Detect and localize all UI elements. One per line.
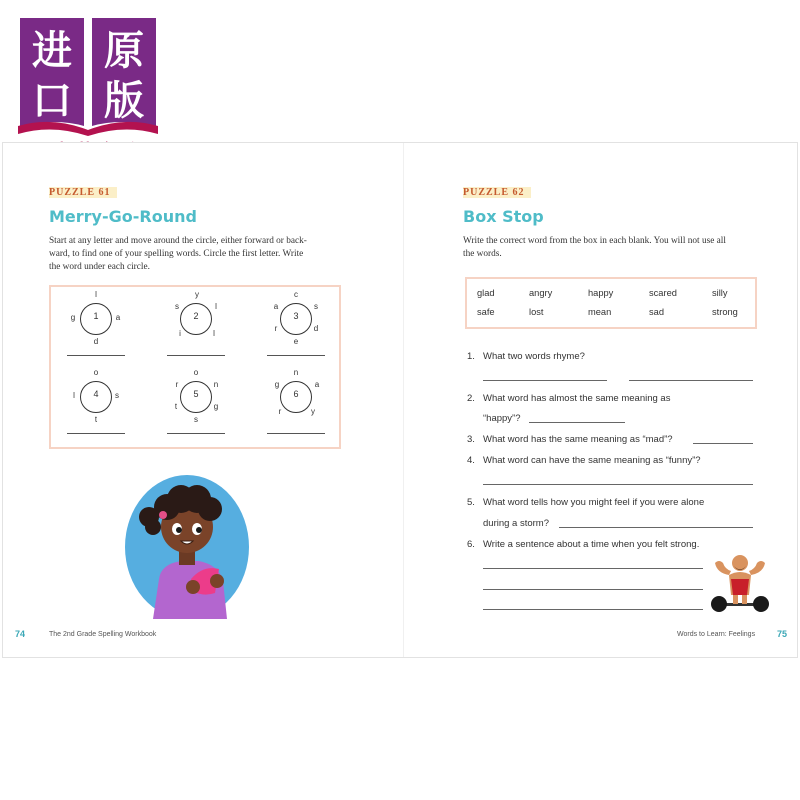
circle-letter: y (311, 407, 315, 416)
circle-letter: d (313, 324, 319, 333)
answer-line[interactable] (267, 433, 325, 434)
strongman-illustration (709, 551, 771, 615)
word-bank-item: lost (529, 307, 544, 317)
seal-char: 口 (32, 78, 72, 124)
question-5-number: 5. (467, 497, 475, 508)
letter-circle-3 (251, 289, 341, 365)
circle-number: 4 (93, 389, 99, 399)
page-number-right: 75 (777, 629, 788, 639)
circle-letter: l (95, 290, 97, 299)
question-6-text: Write a sentence about a time when you felt strong. (483, 539, 700, 550)
import-seal-logo (16, 14, 160, 136)
puzzle-61-tag: PUZZLE 61 (49, 187, 117, 198)
answer-line[interactable] (483, 589, 703, 590)
circle-letter: o (193, 368, 199, 377)
letter-circle-2 (151, 289, 241, 365)
word-bank-item: happy (588, 288, 614, 298)
circle-number: 2 (193, 311, 199, 321)
question-1-number: 1. (467, 351, 475, 362)
answer-line[interactable] (483, 380, 607, 381)
question-1-text: What two words rhyme? (483, 351, 585, 362)
circle-number: 5 (193, 389, 199, 399)
circle-letter: t (94, 415, 98, 424)
answer-line[interactable] (167, 355, 225, 356)
answer-line[interactable] (267, 355, 325, 356)
question-3-text: What word has the same meaning as “mad”? (483, 434, 673, 445)
circle-letter: l (213, 329, 215, 338)
page-footer-right: Words to Learn: Feelings (677, 631, 756, 638)
question-4-text: What word can have the same meaning as “funny”? (483, 455, 701, 466)
question-2-text: What word has almost the same meaning as (483, 393, 671, 404)
circle-letter: r (175, 380, 179, 389)
circle-letter: t (174, 402, 178, 411)
word-bank-item: strong (712, 307, 738, 317)
answer-line[interactable] (629, 380, 753, 381)
book-spread (2, 142, 798, 658)
answer-line[interactable] (483, 568, 703, 569)
circle-letter: n (293, 368, 299, 377)
answer-line[interactable] (529, 422, 625, 423)
circle-letter: a (273, 302, 279, 311)
answer-line[interactable] (67, 355, 125, 356)
girl-reading-illustration (119, 469, 253, 619)
circle-letter: o (93, 368, 99, 377)
circle-letter: s (175, 302, 179, 311)
answer-line[interactable] (483, 609, 703, 610)
page-spine (403, 143, 404, 657)
seal-char: 原 (104, 28, 144, 74)
circle-letter: s (194, 415, 198, 424)
page-footer-left: The 2nd Grade Spelling Workbook (49, 631, 157, 638)
puzzle-61-title: Merry-Go-Round (49, 207, 197, 226)
circle-letter: c (294, 290, 298, 299)
word-bank-item: scared (649, 288, 677, 298)
puzzle-61-instructions: Start at any letter and move around the circle, either forward or back- ward, to find one of your spelling words. Circle the first letter. Write the word under each circle. (49, 236, 307, 273)
question-2-number: 2. (467, 393, 475, 404)
puzzle-62-tag: PUZZLE 62 (463, 187, 531, 198)
circle-number: 3 (293, 311, 299, 321)
puzzle-62-instructions: Write the correct word from the box in each blank. You will not use all the words. (463, 236, 726, 260)
word-bank-item: sad (649, 307, 664, 317)
circle-letter: s (314, 302, 318, 311)
answer-line[interactable] (483, 484, 753, 485)
letter-circle-4 (51, 367, 141, 443)
question-6-number: 6. (467, 539, 475, 550)
answer-line[interactable] (559, 527, 753, 528)
answer-line[interactable] (167, 433, 225, 434)
circle-letter: d (93, 337, 99, 346)
page-number-left: 74 (15, 629, 26, 639)
letter-circle-5 (151, 367, 241, 443)
circle-letter: l (215, 302, 217, 311)
circle-letter: a (115, 313, 121, 322)
circle-letter: l (73, 391, 75, 400)
word-bank-item: safe (477, 307, 495, 317)
question-5-text: What word tells how you might feel if you were alone (483, 497, 705, 508)
word-bank-item: mean (588, 307, 612, 317)
word-bank-item: glad (477, 288, 495, 298)
word-bank-box (465, 277, 757, 329)
word-bank-item: angry (529, 288, 553, 298)
question-5-text-continued: during a storm? (483, 518, 550, 529)
answer-line[interactable] (67, 433, 125, 434)
word-bank-item: silly (712, 288, 728, 298)
letter-circle-6 (251, 367, 341, 443)
circle-letter: i (179, 329, 181, 338)
circle-letter: r (278, 407, 282, 416)
circle-letter: g (70, 313, 76, 322)
circle-letter: y (195, 290, 199, 299)
letter-circle-1 (51, 289, 141, 365)
circle-letter: n (213, 380, 219, 389)
answer-line[interactable] (693, 443, 753, 444)
circle-number: 1 (93, 311, 99, 321)
circle-number: 6 (293, 389, 299, 399)
question-3-number: 3. (467, 434, 475, 445)
question-2-text-continued: “happy”? (483, 413, 521, 424)
seal-char: 进 (32, 28, 72, 74)
seal-char: 版 (104, 78, 144, 124)
circle-letter: g (274, 380, 280, 389)
circle-letter: e (293, 337, 299, 346)
letter-circles-box (49, 285, 341, 449)
circle-letter: r (274, 324, 278, 333)
puzzle-62-title: Box Stop (463, 207, 544, 226)
question-4-number: 4. (467, 455, 475, 466)
circle-letter: a (314, 380, 320, 389)
circle-letter: s (115, 391, 119, 400)
circle-letter: g (213, 402, 219, 411)
